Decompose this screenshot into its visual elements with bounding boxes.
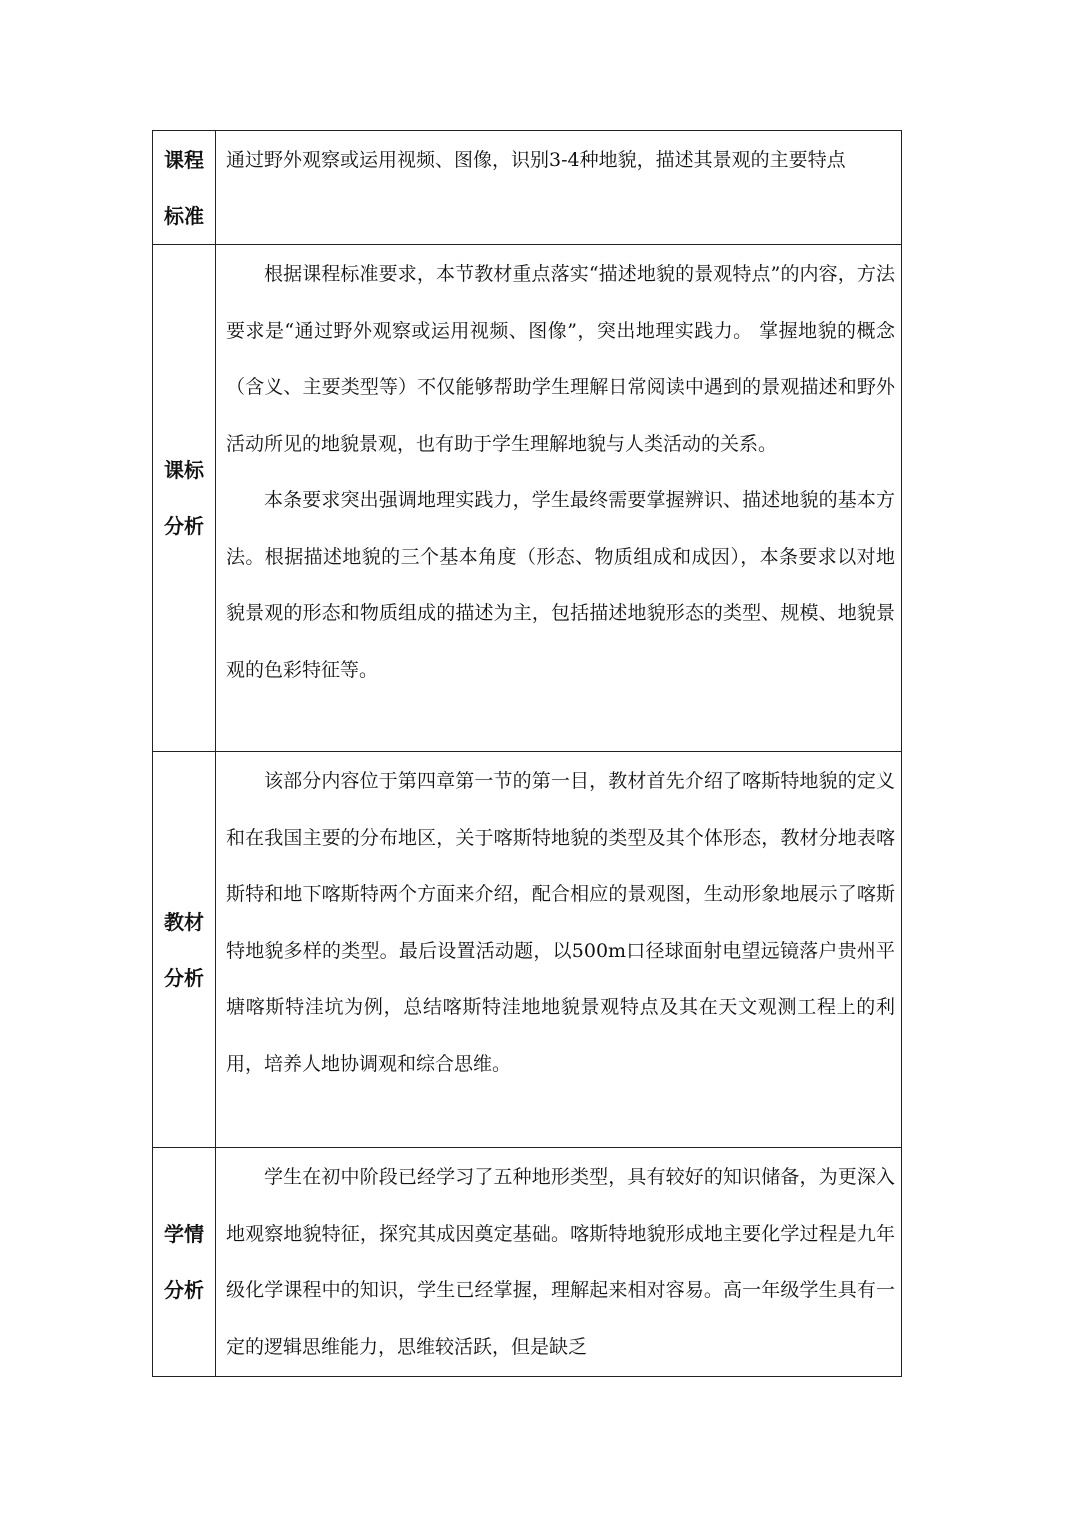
row-content xyxy=(216,131,902,245)
row-label-line1: 课程 xyxy=(164,147,204,172)
content-paragraph: 通过野外观察或运用视频、图像，识别3-4种地貌，描述其景观的主要特点 xyxy=(226,149,846,171)
row-label-line1: 课标 xyxy=(164,458,204,482)
table-row-textbook-analysis xyxy=(153,752,902,1148)
row-label-line2: 标准 xyxy=(164,203,204,228)
content-paragraph: 本条要求突出强调地理实践力，学生最终需要掌握辨识、描述地貌的基本方法。根据描述地貌的三个基本角度（形态、物质组成和成因），本条要求以对地貌景观的形态和物质组成的描述为主，包括描述地貌形态的类型、规模、地貌景观的色彩特征等。 xyxy=(226,489,895,681)
row-label-line1: 教材 xyxy=(164,909,204,934)
table-row-standard-analysis xyxy=(153,245,902,752)
row-label-line2: 分析 xyxy=(164,514,204,538)
row-label-line2: 分析 xyxy=(164,1278,204,1302)
table-row-curriculum-standard xyxy=(153,131,902,245)
content-paragraph: 学生在初中阶段已经学习了五种地形类型，具有较好的知识储备，为更深入地观察地貌特征，探究其成因奠定基础。喀斯特地貌形成地主要化学过程是九年级化学课程中的知识，学生已经掌握，理解起来相对容易。高一年级学生具有一定的逻辑思维能力，思维较活跃，但是缺乏 xyxy=(226,1166,895,1358)
row-content xyxy=(216,1148,902,1377)
row-label xyxy=(153,131,216,245)
row-label xyxy=(153,245,216,752)
row-label xyxy=(153,752,216,1148)
table-row-student-analysis xyxy=(153,1148,902,1377)
row-content xyxy=(216,752,902,1148)
content-paragraph: 根据课程标准要求，本节教材重点落实“描述地貌的景观特点”的内容，方法要求是“通过野外观察或运用视频、图像”，突出地理实践力。 掌握地貌的概念（含义、主要类型等）不仅能够帮助学生理解日常阅读中遇到的景观描述和野外活动所见的地貌景观，也有助于学生理解地貌与人类活动的关系。 xyxy=(226,263,895,455)
lesson-plan-table xyxy=(152,130,902,1377)
row-content xyxy=(216,245,902,752)
row-label xyxy=(153,1148,216,1377)
row-label-line2: 分析 xyxy=(164,965,204,990)
row-label-line1: 学情 xyxy=(164,1222,204,1246)
content-paragraph: 该部分内容位于第四章第一节的第一目，教材首先介绍了喀斯特地貌的定义和在我国主要的分布地区，关于喀斯特地貌的类型及其个体形态，教材分地表喀斯特和地下喀斯特两个方面来介绍，配合相应的景观图，生动形象地展示了喀斯特地貌多样的类型。最后设置活动题，以500m口径球面射电望远镜落户贵州平塘喀斯特洼坑为例，总结喀斯特洼地地貌景观特点及其在天文观测工程上的利用，培养人地协调观和综合思维。 xyxy=(226,770,895,1075)
